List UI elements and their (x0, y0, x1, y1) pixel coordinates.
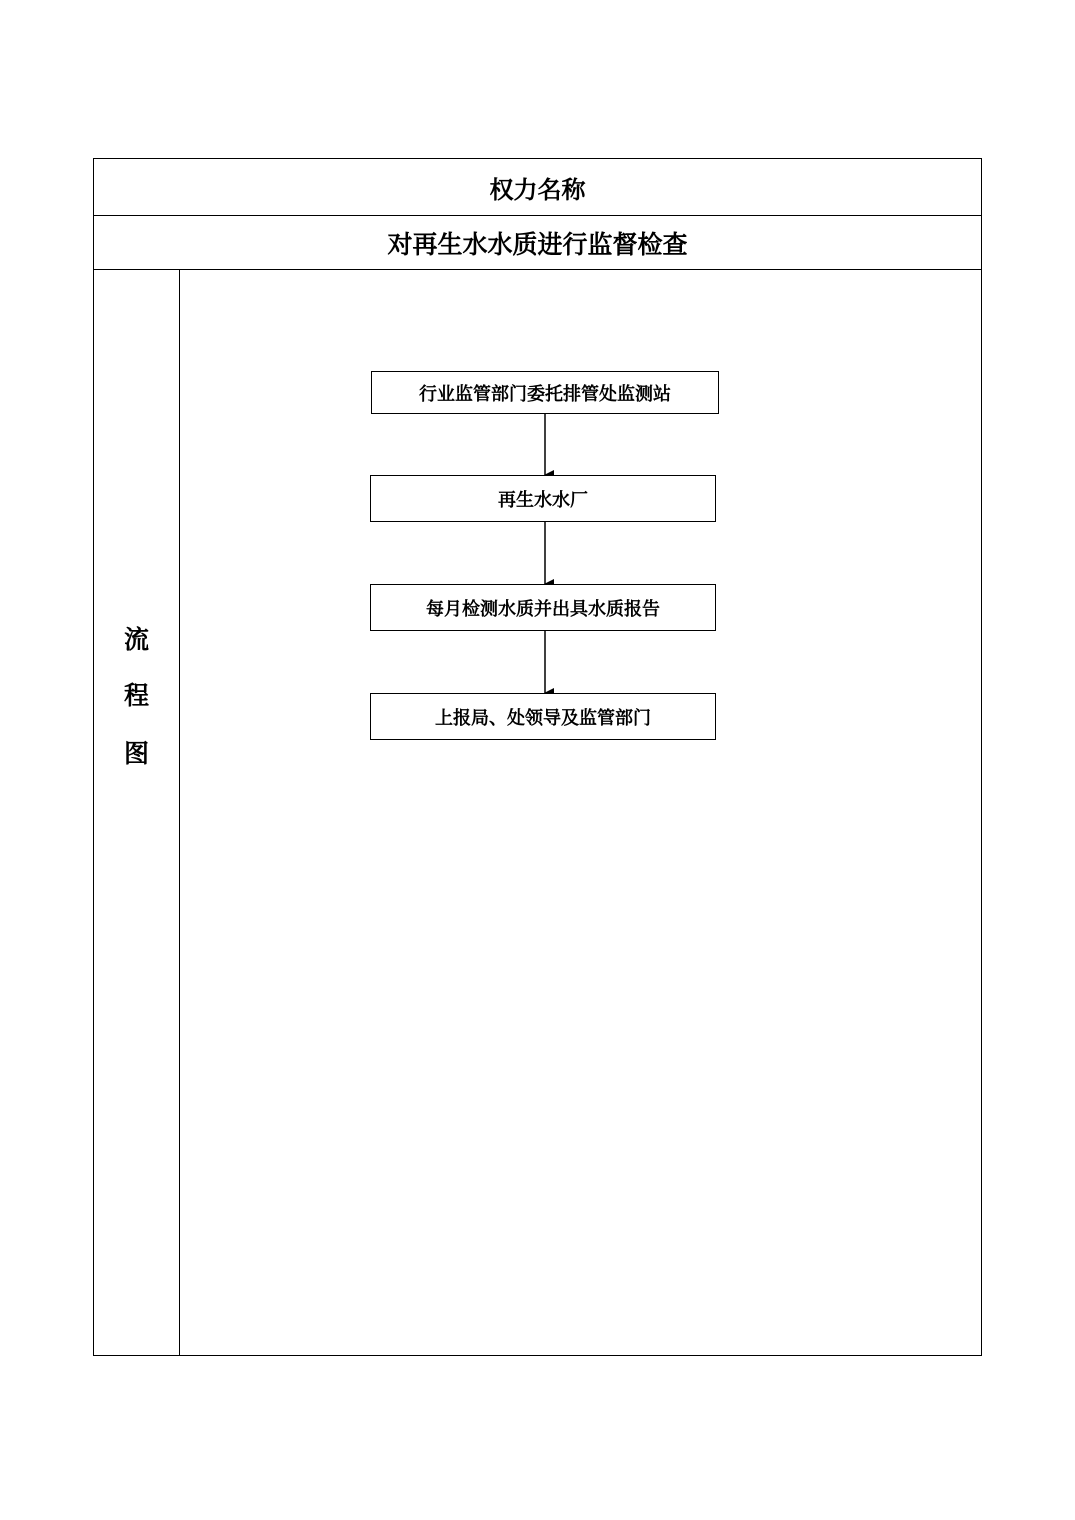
header-label: 权力名称 (94, 159, 981, 216)
flowchart-side-label (94, 270, 180, 1355)
document-table (93, 158, 982, 1356)
flow-step-2: 再生水水厂 (370, 475, 716, 522)
side-label-char-1: 流 (123, 625, 149, 654)
flow-arrows (180, 270, 981, 1355)
flowchart-area (180, 270, 981, 1355)
side-label-char-2: 程 (123, 681, 149, 710)
power-name: 对再生水水质进行监督检查 (94, 216, 981, 270)
side-label-char-3: 图 (123, 739, 149, 768)
flow-step-3: 每月检测水质并出具水质报告 (370, 584, 716, 631)
flow-step-4: 上报局、处领导及监管部门 (370, 693, 716, 740)
flow-step-1: 行业监管部门委托排管处监测站 (371, 371, 719, 414)
